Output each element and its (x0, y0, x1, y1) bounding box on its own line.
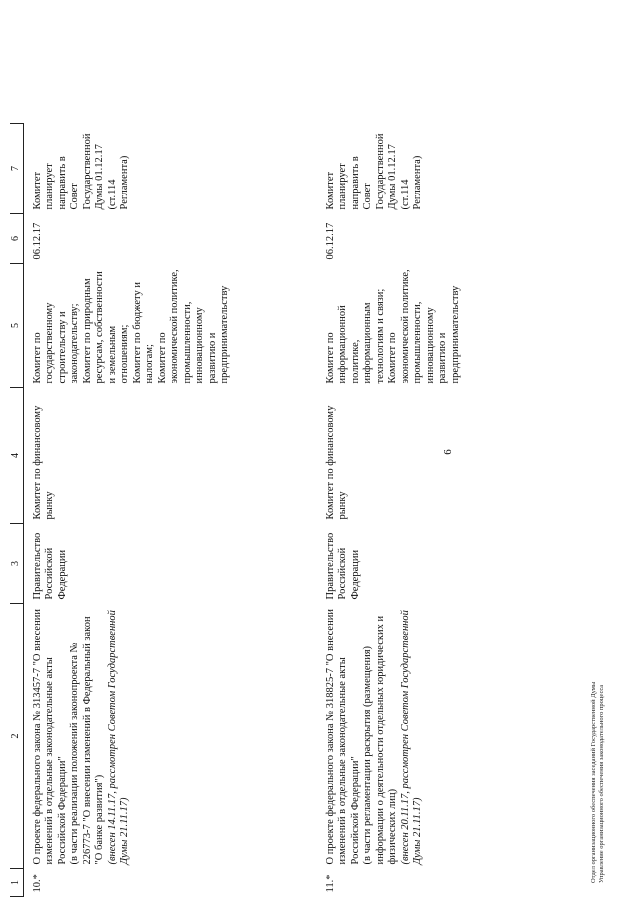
column-header: 6 (10, 214, 23, 264)
committee-plan: Комитет планирует направить в Совет Государственной Думы 01.12.17 (ст.114 Регламента) (31, 133, 130, 210)
responsible-committee: Комитет по финансовому рынку (31, 405, 55, 520)
footer (590, 682, 606, 883)
bill-title: О проекте федерального закона № 318825-7 "О внесении изменений в отдельные законодательные акты Российской Федерации" (324, 609, 361, 865)
footer-line: Отдел организационного обеспечения заседаний Государственной Думы (590, 681, 597, 883)
deadline-date: 06.12.17 (31, 222, 43, 260)
column-header: 2 (10, 604, 23, 869)
co-committees: Комитет по информационной политике, информационным технологиям и связи; Комитет по экономической политике, промышленности, инновационному развитию и предпринимательству (324, 269, 461, 384)
table-row (23, 124, 317, 897)
bill-note: (в части регламентации раскрытия (размещения) информации о деятельности отдельных юридических и физических лиц) (362, 615, 398, 865)
column-header: 4 (10, 388, 23, 524)
column-header: 5 (10, 264, 23, 388)
page-number: 6 (442, 449, 454, 455)
footer-line: Управление организационного обеспечения законодательного процесса (598, 684, 605, 883)
table-header-row (10, 124, 23, 897)
column-header: 1 (10, 869, 23, 897)
bill-description (23, 604, 317, 869)
initiator: Правительство Российской Федерации (324, 532, 361, 600)
bill-title: О проекте федерального закона № 313457-7 "О внесении изменений в отдельные законодательные акты Российской Федерации" (31, 609, 68, 865)
item-number: 10.* (31, 874, 43, 893)
bill-status: (внесен 20.11.17, рассмотрен Советом Государственной Думы 21.11.17) (399, 610, 423, 865)
table-row (317, 124, 555, 897)
bill-description (317, 604, 555, 869)
bill-status: (внесен 14.11.17, рассмотрен Советом Государственной Думы 21.11.17) (106, 610, 130, 865)
deadline-date: 06.12.17 (324, 222, 336, 260)
co-committees: Комитет по государственному строительству и законодательству; Комитет по природным ресурсам, собственности и земельным отношениям; Комитет по бюджету и налогам; Комитет по экономической политике, промышленности, инновационному развитию и предпринимательству (31, 269, 230, 384)
initiator: Правительство Российской Федерации (31, 532, 68, 600)
bill-note: (в части реализации положений законопроекта № 226773-7 "О внесении изменений в Федеральный закон "О банке развития") (69, 616, 105, 865)
item-number: 11.* (324, 874, 336, 893)
column-header: 7 (10, 124, 23, 214)
column-header: 3 (10, 524, 23, 604)
responsible-committee: Комитет по финансовому рынку (324, 405, 348, 520)
committee-plan: Комитет планирует направить в Совет Государственной Думы 01.12.17 (ст.114 Регламента) (324, 133, 423, 210)
agenda-table (10, 123, 555, 897)
